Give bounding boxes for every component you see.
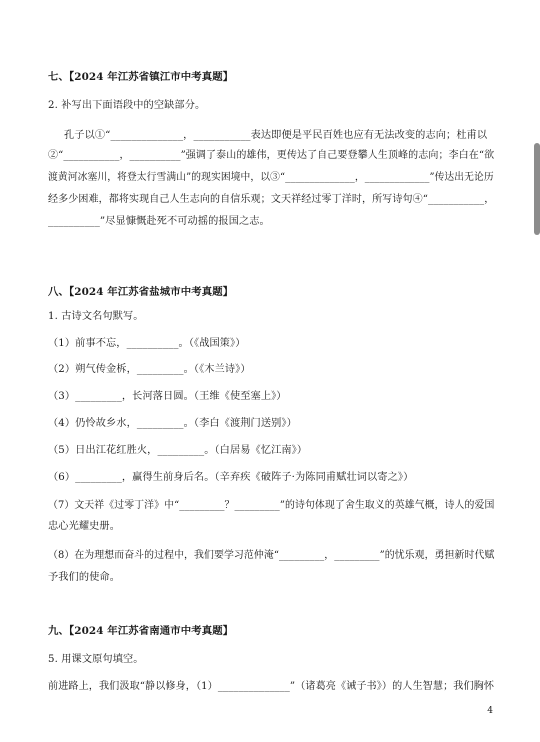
page-number: 4 (487, 706, 493, 716)
passage-line: __________”尽显慷慨赴死不可动摇的报国之志。 (48, 216, 270, 227)
list-item: （4）仍怜故乡水，_________。（李白《渡荆门送别》） (48, 418, 297, 429)
list-item: （6）_________，赢得生前身后名。（辛弃疾《破阵子·为陈同甫赋壮词以寄之》） (48, 472, 414, 483)
passage-line: 前进路上，我们汲取“静以修身，（1）______________”（诸葛亮《诫子书》）的人生智慧；我们胸怀 (48, 681, 495, 692)
list-item: （1）前事不忘，__________。（《战国策》） (48, 338, 246, 349)
list-item: （8）在为理想而奋斗的过程中，我们要学习范仲淹“_________，_________”的忧乐观，勇担新时代赋 (48, 550, 495, 561)
question-text: 1. 古诗文名句默写。 (48, 311, 144, 322)
passage-line: 孔子以①“______________，___________表达即便是平民百姓也应有无法改变的志向；杜甫以 (64, 130, 488, 141)
section-header: 八、【2024 年江苏省盐城市中考真题】 (48, 286, 234, 298)
passage-line: 渡黄河冰塞川，将登太行雪满山”的现实困境中，以③“______________，_____________”传达出无论历 (48, 172, 494, 183)
list-item: （2）朔气传金柝，_________。（《木兰诗》） (48, 364, 251, 375)
section-header: 七、【2024 年江苏省镇江市中考真题】 (48, 71, 234, 83)
list-item: 忠心光耀史册。 (48, 521, 121, 532)
list-item: （3）_________，长河落日圆。（王维《使至塞上》） (48, 391, 287, 402)
list-item: （5）日出江花红胜火，_________。（白居易《忆江南》） (48, 445, 308, 456)
list-item: 予我们的使命。 (48, 572, 121, 583)
scrollbar[interactable] (534, 143, 540, 235)
section-header: 九、【2024 年江苏省南通市中考真题】 (48, 625, 234, 637)
question-text: 5. 用课文原句填空。 (48, 654, 144, 665)
list-item: （7）文天祥《过零丁洋》中“_________？_________”的诗句体现了舍生取义的英雄气概，诗人的爱国 (48, 500, 495, 511)
passage-line: 经多少困难，都将实现自己人生志向的自信乐观；文天祥经过零丁洋时，所写诗句④“___________， (48, 194, 495, 205)
question-text: 2. 补写出下面语段中的空缺部分。 (48, 100, 206, 111)
passage-line: ②“___________，__________”强调了泰山的雄伟，更传达了自己要登攀人生顶峰的志向；李白在“欲 (48, 150, 495, 161)
